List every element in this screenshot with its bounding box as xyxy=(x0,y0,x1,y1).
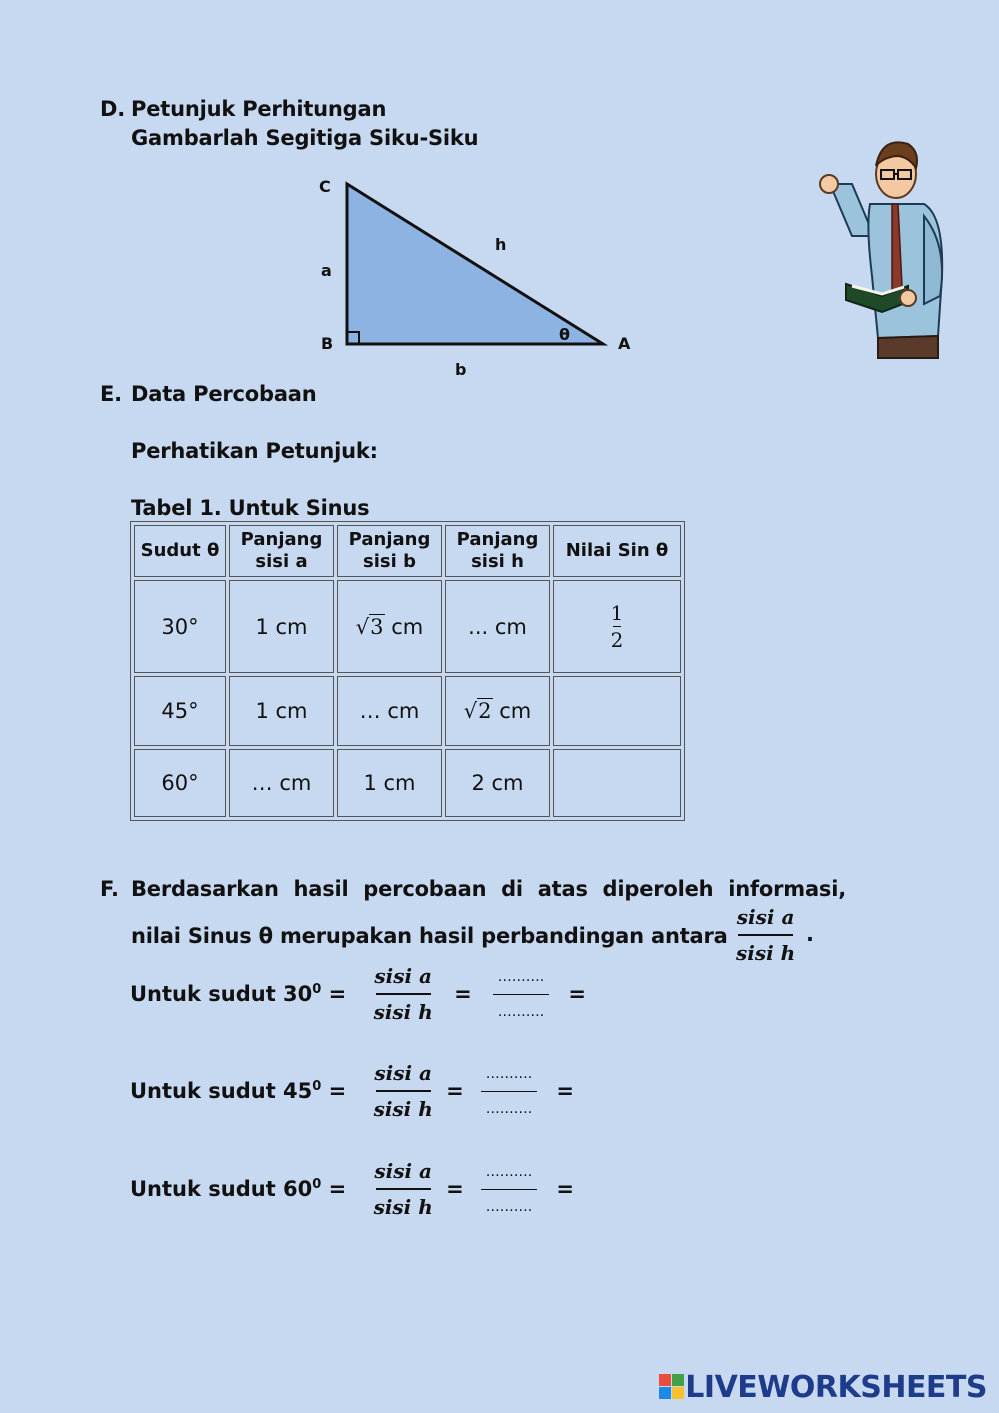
logo-grid-icon xyxy=(659,1374,685,1400)
angle-theta-label: θ xyxy=(559,325,570,344)
right-triangle-diagram xyxy=(300,170,660,380)
ratio-fraction: $\frac{\text{sisi a}}{\text{sisi h}}$ xyxy=(373,1159,433,1219)
equation-label: Untuk sudut $60^0$ = xyxy=(130,1177,347,1201)
ratio-fraction: $\frac{\text{sisi a}}{\text{sisi h}}$ xyxy=(373,1061,433,1121)
header-sudut: Sudut θ xyxy=(134,525,226,577)
section-f-letter: F. xyxy=(100,877,119,901)
sin-value-cell xyxy=(553,580,681,673)
side-h-label: h xyxy=(495,235,507,254)
equals-sign: = xyxy=(556,1177,574,1201)
table-row xyxy=(134,580,681,673)
sin-fraction: $\frac{1}{2}$ xyxy=(610,601,624,652)
equals-sign: = xyxy=(556,1079,574,1103)
equation-row-60 xyxy=(130,1154,574,1224)
ratio-fraction: $\frac{\text{sisi a}}{\text{sisi h}}$ xyxy=(373,964,433,1024)
vertex-a-label: A xyxy=(618,334,631,353)
logo-text: LIVEWORKSHEETS xyxy=(685,1370,987,1405)
table-row xyxy=(134,676,681,746)
triangle-shape xyxy=(347,184,603,344)
instruction-label: Perhatikan Petunjuk: xyxy=(131,439,378,463)
liveworksheets-logo[interactable] xyxy=(659,1370,987,1405)
sinus-data-table xyxy=(130,521,685,821)
section-f-line1: Berdasarkan hasil percobaan di atas diperoleh informasi, xyxy=(131,877,846,901)
section-d-title: Petunjuk Perhitungan xyxy=(131,97,387,121)
equation-row-30 xyxy=(130,959,586,1029)
table-header-row xyxy=(134,525,681,577)
section-e-letter: E. xyxy=(100,382,122,406)
section-d-subtitle: Gambarlah Segitiga Siku-Siku xyxy=(131,126,479,150)
side-a-cell: 1 cm xyxy=(229,676,334,746)
sqrt-symbol: √3 xyxy=(355,614,384,639)
sentence-period: . xyxy=(806,922,814,946)
side-h-cell: √2 cm xyxy=(445,676,550,746)
header-sisi-h: Panjang sisi h xyxy=(445,525,550,577)
section-e-title: Data Percobaan xyxy=(131,382,317,406)
sqrt-symbol: √2 xyxy=(463,699,492,723)
equals-sign: = xyxy=(446,1177,464,1201)
sin-value-cell[interactable] xyxy=(553,749,681,817)
section-d-letter: D. xyxy=(100,97,126,121)
equals-sign: = xyxy=(446,1079,464,1103)
ratio-fraction: sisi a sisi h xyxy=(736,905,796,965)
angle-cell: 30° xyxy=(134,580,226,673)
equals-sign: = xyxy=(454,982,472,1006)
table-title: Tabel 1. Untuk Sinus xyxy=(131,496,370,520)
side-a-cell[interactable]: … cm xyxy=(229,749,334,817)
side-a-label: a xyxy=(321,261,332,280)
side-h-cell: ... cm xyxy=(445,580,550,673)
vertex-b-label: B xyxy=(321,334,334,353)
header-nilai-sin: Nilai Sin θ xyxy=(553,525,681,577)
equation-label: Untuk sudut $30^0$ = xyxy=(130,982,347,1006)
angle-cell: 45° xyxy=(134,676,226,746)
side-b-cell: 1 cm xyxy=(337,749,442,817)
equation-label: Untuk sudut $45^0$ = xyxy=(130,1079,347,1103)
teacher-illustration xyxy=(812,126,952,364)
equation-row-45 xyxy=(130,1056,574,1126)
vertex-c-label: C xyxy=(319,177,331,196)
sin-value-cell[interactable] xyxy=(553,676,681,746)
table-row xyxy=(134,749,681,817)
side-b-cell: √3 cm xyxy=(337,580,442,673)
header-sisi-a: Panjang sisi a xyxy=(229,525,334,577)
side-a-cell: 1 cm xyxy=(229,580,334,673)
blank-fraction[interactable]: $\frac{\dots\dots\dots.}{\dots\dots\dots.}$ xyxy=(491,960,551,1029)
equals-sign: = xyxy=(568,982,586,1006)
side-b-label: b xyxy=(455,360,467,379)
side-b-cell[interactable]: … cm xyxy=(337,676,442,746)
angle-cell: 60° xyxy=(134,749,226,817)
blank-fraction[interactable]: $\frac{\dots\dots\dots.}{\dots\dots\dots.}$ xyxy=(479,1057,539,1126)
side-h-cell: 2 cm xyxy=(445,749,550,817)
blank-fraction[interactable]: $\frac{\dots\dots\dots.}{\dots\dots\dots.}$ xyxy=(479,1155,539,1224)
section-f-line2: nilai Sinus θ merupakan hasil perbandingan antara xyxy=(131,924,728,948)
header-sisi-b: Panjang sisi b xyxy=(337,525,442,577)
